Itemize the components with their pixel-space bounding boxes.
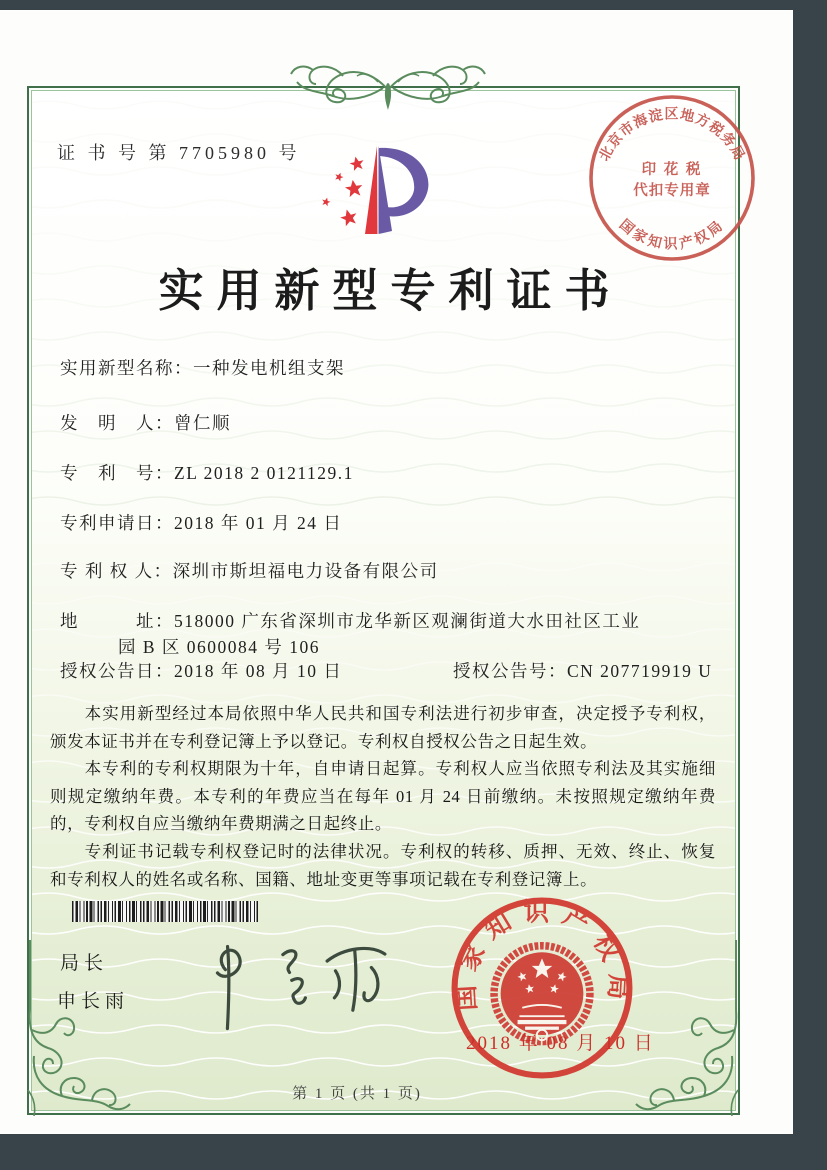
page-number-footer: 第 1 页 (共 1 页) xyxy=(292,1086,422,1102)
field-label: 授权公告日： xyxy=(60,661,174,681)
seal-date: 2018 年 08 月 10 日 xyxy=(466,1033,655,1054)
commissioner-title: 局长 xyxy=(60,953,109,974)
legal-text-block xyxy=(50,700,716,893)
field-label: 发 明 人： xyxy=(60,413,174,433)
field-value: 518000 广东省深圳市龙华新区观澜街道大水田社区工业 xyxy=(174,611,641,631)
corner-flourish-ornament-left xyxy=(22,940,132,1116)
field-value: 深圳市斯坦福电力设备有限公司 xyxy=(172,561,439,581)
field-label: 专 利 权 人： xyxy=(60,561,173,581)
paragraph-register-status: 专利证书记载专利权登记时的法律状况。专利权的转移、质押、无效、终止、恢复和专利权人的姓名或名称、国籍、地址变更等事项记载在专利登记簿上。 xyxy=(50,841,716,889)
commissioner-signature xyxy=(194,928,408,1045)
tax-stamp-arc-bottom-text: 国家知识产权局 xyxy=(615,217,729,253)
field-value: 一种发电机组支架 xyxy=(193,358,345,378)
field-row-address xyxy=(60,608,640,633)
field-row-filing-date xyxy=(60,510,342,535)
seal-ring-text: 国家知识产权局 xyxy=(451,898,633,1012)
field-value: 曾仁顺 xyxy=(174,413,231,433)
field-row-grant-number xyxy=(453,658,712,683)
corner-flourish-ornament-right xyxy=(634,940,744,1116)
field-label: 实用新型名称： xyxy=(60,358,193,378)
field-row-utility-model-name xyxy=(60,355,345,380)
field-value: 2018 年 01 月 24 日 xyxy=(174,513,343,533)
field-value: ZL 2018 2 0121129.1 xyxy=(174,463,354,483)
field-row-patent-number xyxy=(60,460,354,485)
certificate-title: 实用新型专利证书 xyxy=(158,266,623,316)
field-label: 地 址： xyxy=(60,611,174,631)
field-value: 2018 年 08 月 10 日 xyxy=(174,661,343,681)
field-label: 专利申请日： xyxy=(60,513,174,533)
certificate-page xyxy=(0,10,793,1134)
field-value: CN 207719919 U xyxy=(567,661,713,681)
field-row-grant-date xyxy=(60,658,342,683)
tax-stamp-arc-top-text: 北京市海淀区地方税务局 xyxy=(597,107,747,164)
tax-stamp-seal xyxy=(586,92,758,264)
tax-stamp-center-line1: 印 花 税 xyxy=(641,162,703,178)
tax-stamp-center-line2: 代扣专用章 xyxy=(633,183,711,199)
paragraph-term-and-fees: 本专利的专利权期限为十年，自申请日起算。专利权人应当依照专利法及其实施细则规定缴纳年费。本专利的年费应当在每年 01 月 24 日前缴纳。未按照规定缴纳年费的，专利权自应当缴纳年费期满之日起终止。 xyxy=(50,759,716,834)
field-label: 专 利 号： xyxy=(60,463,174,483)
commissioner-name: 申长雨 xyxy=(57,991,130,1012)
field-row-patentee xyxy=(60,558,439,583)
top-flourish-ornament xyxy=(283,52,493,114)
field-label: 授权公告号： xyxy=(453,661,567,681)
certificate-number: 证 书 号 第 7705980 号 xyxy=(57,143,301,163)
barcode xyxy=(72,901,258,922)
field-row-inventor xyxy=(60,410,231,435)
paragraph-examination: 本实用新型经过本局依照中华人民共和国专利法进行初步审查，决定授予专利权，颁发本证书并在专利登记簿上予以登记。专利权自授权公告之日起生效。 xyxy=(50,704,716,751)
cnipa-logo-icon xyxy=(313,144,475,262)
field-row-address-line2: 园 B 区 0600084 号 106 xyxy=(118,637,321,657)
